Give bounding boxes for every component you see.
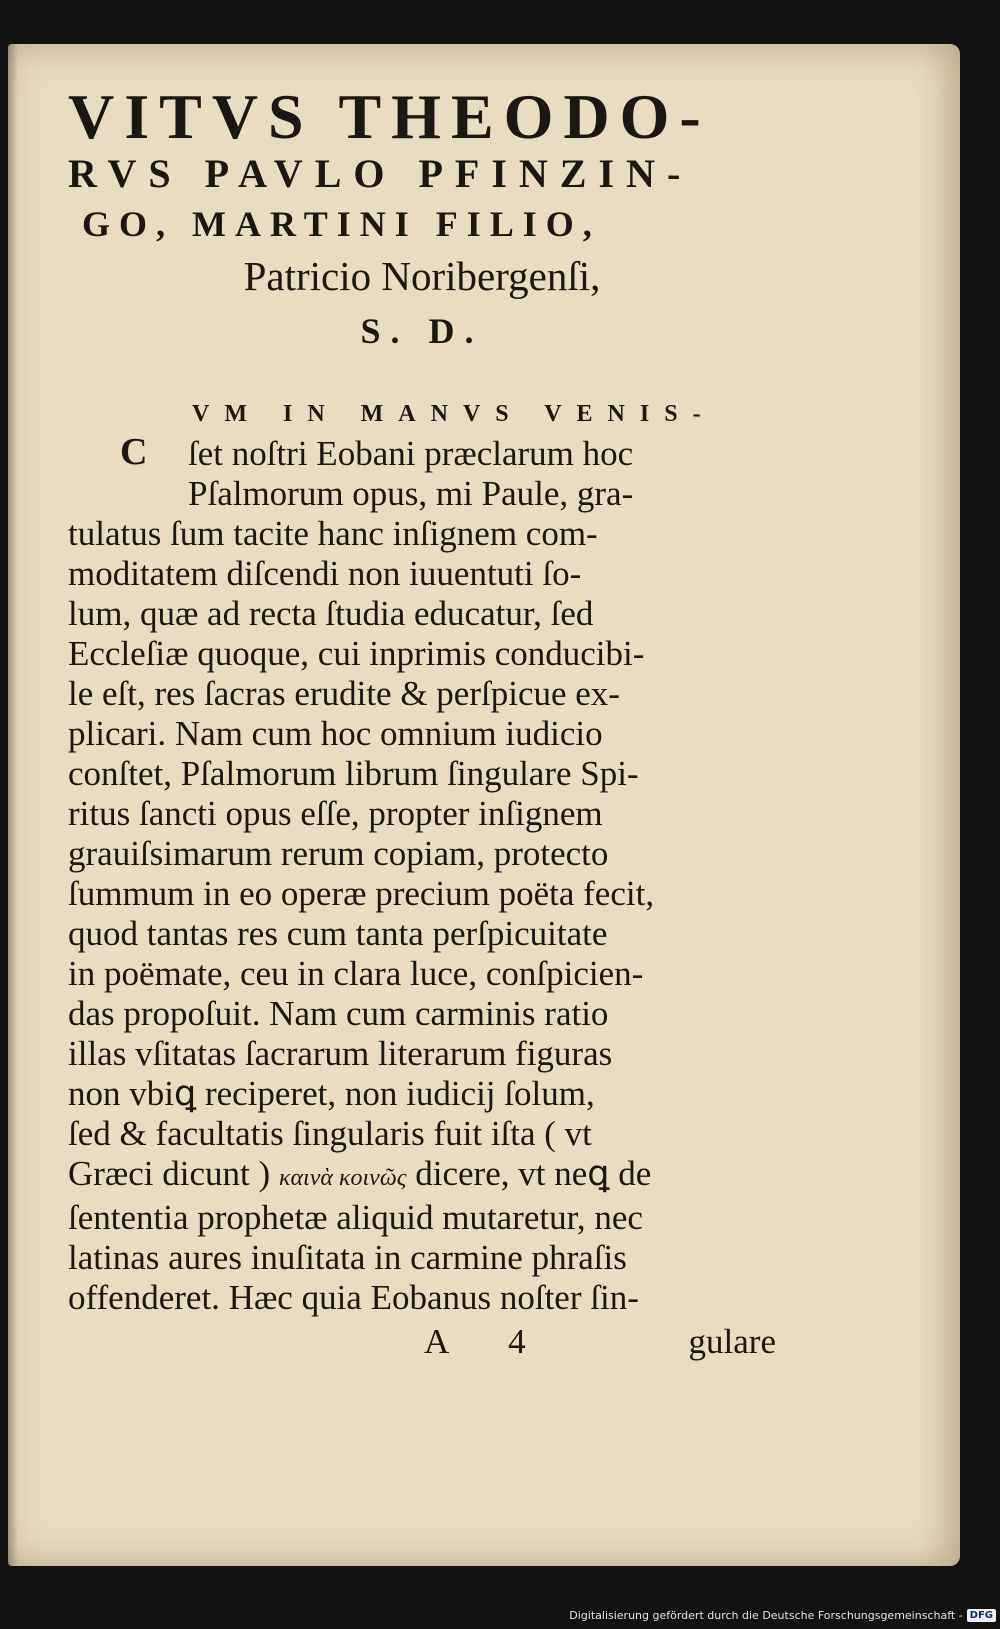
text-line-12: ſummum in eo operæ precium poëta fecit, <box>68 874 655 913</box>
digitization-credit <box>569 1605 996 1625</box>
text-line-2: Pſalmorum opus, mi Paule, gra- <box>188 474 634 513</box>
catchword: gulare <box>688 1322 776 1361</box>
text-line-21: latinas aures inuſitata in carmine phraſis <box>68 1238 627 1277</box>
signature-mark: A 4 <box>424 1322 552 1361</box>
text-line-19-end: dicere, vt neꝗ de <box>415 1154 652 1193</box>
text-line-13: quod tantas res cum tanta perſpicuitate <box>68 914 608 953</box>
book-page <box>8 44 960 1566</box>
drop-initial: C <box>120 431 148 473</box>
heading-line-2: RVS PAVLO PFINZIN- <box>68 151 693 196</box>
heading-line-4: Patricio Noribergenſi, <box>243 253 601 299</box>
greek-phrase: καινὰ κοινῶς <box>278 1165 407 1191</box>
text-line-19-start: Græci dicunt ) <box>68 1154 271 1193</box>
page-footer <box>68 1318 776 1366</box>
page-text <box>68 81 776 1366</box>
text-line-9: conſtet, Pſalmorum librum ſingulare Spi- <box>68 754 639 793</box>
text-line-8: plicari. Nam cum hoc omnium iudicio <box>68 714 603 753</box>
text-line-22: offenderet. Hæc quia Eobanus noſter ſin- <box>68 1278 639 1317</box>
text-line-18: ſed & facultatis ſingularis fuit iſta ( vt <box>68 1114 592 1153</box>
text-line-7: le eſt, res ſacras erudite & perſpicue ex- <box>68 674 620 713</box>
text-line-15: das propoſuit. Nam cum carminis ratio <box>68 994 609 1033</box>
text-line-19 <box>68 1154 776 1198</box>
text-line-10: ritus ſancti opus eſſe, propter inſignem <box>68 794 603 833</box>
text-line-4: moditatem diſcendi non iuuentuti ſo- <box>68 554 582 593</box>
text-line-11: grauiſsimarum rerum copiam, protecto <box>68 834 609 873</box>
heading-line-3: GO, MARTINI FILIO, <box>82 204 601 244</box>
text-line-14: in poëmate, ceu in clara luce, conſpicien- <box>68 954 644 993</box>
text-line-6: Eccleſiæ quoque, cui inprimis conducibi- <box>68 634 645 673</box>
text-line-17: non vbiꝗ reciperet, non iudicij ſolum, <box>68 1074 595 1113</box>
text-line-20: ſententia prophetæ aliquid mutaretur, nec <box>68 1198 643 1237</box>
heading-line-1: VITVS THEODO- <box>68 81 711 152</box>
heading-salutation: S. D. <box>360 311 484 351</box>
text-line-3: tulatus ſum tacite hanc inſignem com- <box>68 514 598 553</box>
opening-caps-line: VM IN MANVS VENIS- <box>192 401 716 427</box>
text-line-5: lum, quæ ad recta ſtudia educatur, ſed <box>68 594 594 633</box>
dfg-logo-icon: DFG <box>967 1609 996 1622</box>
text-line-1 <box>68 431 776 474</box>
text-line-16: illas vſitatas ſacrarum literarum figuras <box>68 1034 613 1073</box>
text-line-1-content: ſet noſtri Eobani præclarum hoc <box>188 434 634 473</box>
credit-text: Digitalisierung gefördert durch die Deutsche Forschungsgemeinschaft - <box>569 1608 963 1622</box>
